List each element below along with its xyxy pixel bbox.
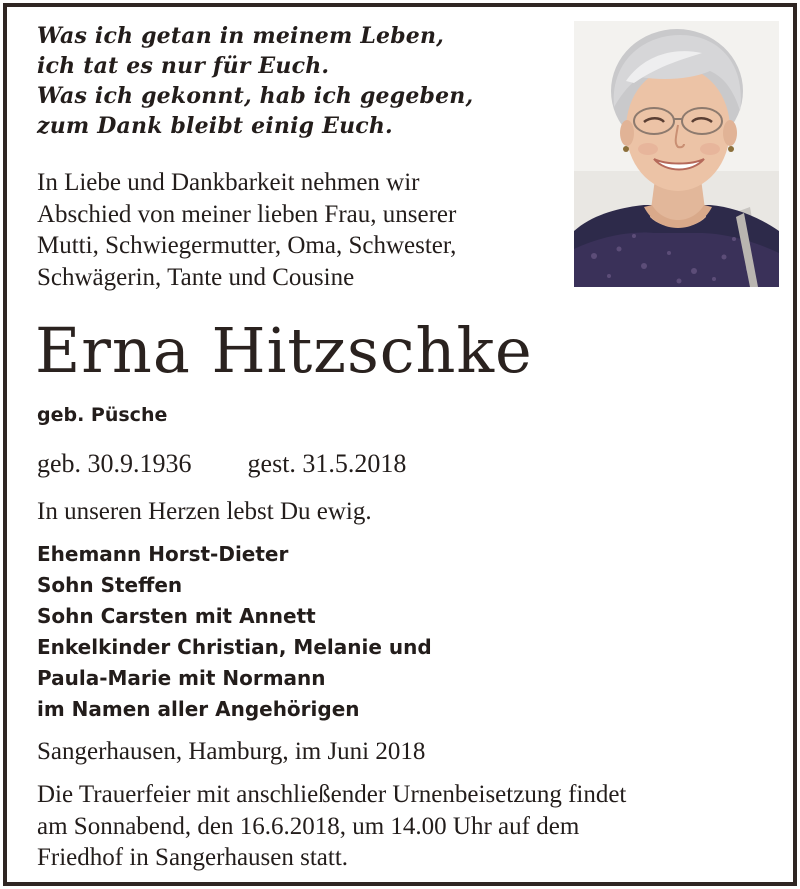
memorial-tagline: In unseren Herzen lebst Du ewig. xyxy=(37,498,372,525)
portrait-photo xyxy=(574,21,779,287)
ceremony-line: am Sonnabend, den 16.6.2018, um 14.00 Uhr auf dem xyxy=(37,812,580,840)
ceremony-line: Friedhof in Sangerhausen statt. xyxy=(37,844,349,871)
mourner-line: im Namen aller Angehörigen xyxy=(37,697,360,721)
poem-line: zum Dank bleibt einig Euch. xyxy=(37,113,393,139)
farewell-intro xyxy=(37,167,456,293)
poem-line: Was ich gekonnt, hab ich gegeben, xyxy=(37,83,474,109)
intro-line: In Liebe und Dankbarkeit nehmen wir xyxy=(37,169,420,196)
ceremony-info xyxy=(37,779,626,874)
poem-line: ich tat es nur für Euch. xyxy=(37,53,330,79)
intro-line: Abschied von meiner lieben Frau, unserer xyxy=(37,200,457,228)
mourners-list xyxy=(37,539,432,725)
mourner-line: Ehemann Horst-Dieter xyxy=(37,542,289,566)
birth-date: geb. 30.9.1936 xyxy=(37,449,192,478)
life-dates xyxy=(37,447,406,481)
memorial-poem xyxy=(37,21,473,141)
maiden-name: geb. Püsche xyxy=(37,404,168,426)
mourner-line: Paula-Marie mit Normann xyxy=(37,666,326,690)
mourner-line: Enkelkinder Christian, Melanie und xyxy=(37,635,432,659)
death-date: gest. 31.5.2018 xyxy=(247,449,407,478)
intro-line: Schwägerin, Tante und Cousine xyxy=(37,263,355,291)
mourner-line: Sohn Steffen xyxy=(37,573,183,597)
place-and-date: Sangerhausen, Hamburg, im Juni 2018 xyxy=(37,738,426,765)
mourner-line: Sohn Carsten mit Annett xyxy=(37,604,316,628)
intro-line: Mutti, Schwiegermutter, Oma, Schwester, xyxy=(37,232,457,259)
ceremony-line: Die Trauerfeier mit anschließender Urnenbeisetzung findet xyxy=(37,781,627,808)
obituary-notice xyxy=(3,3,797,886)
deceased-name: Erna Hitzschke xyxy=(35,314,533,387)
poem-line: Was ich getan in meinem Leben, xyxy=(37,23,445,49)
